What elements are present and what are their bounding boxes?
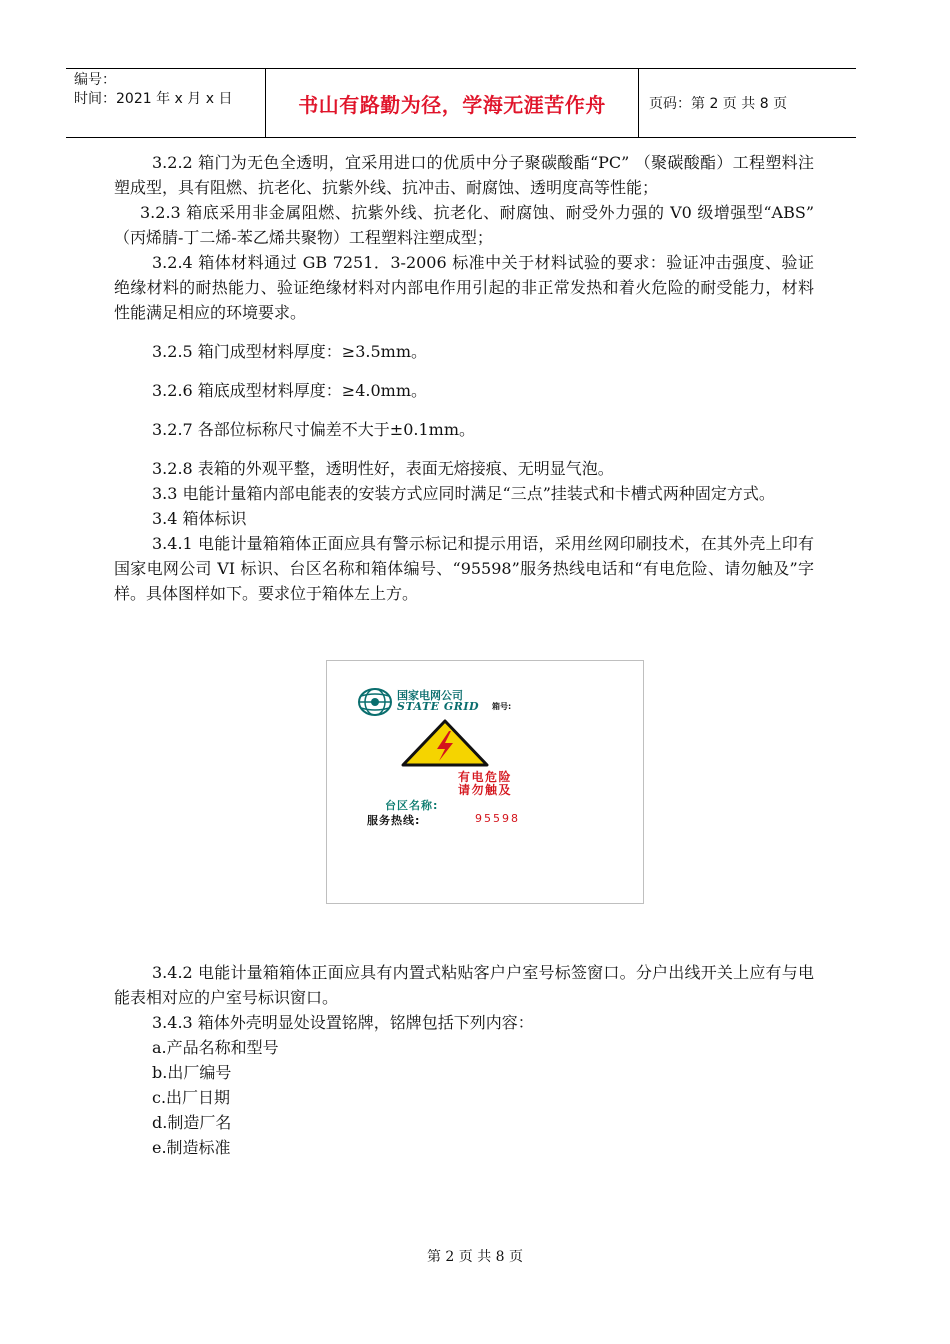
warning-sign-image — [326, 660, 644, 904]
document-body-continued — [114, 960, 814, 1160]
paragraph-3-4-3: 3.4.3 箱体外壳明显处设置铭牌，铭牌包括下列内容： — [152, 1013, 534, 1032]
paragraph-3-4: 3.4 箱体标识 — [152, 509, 247, 528]
paragraph-3-2-2: 3.2.2 箱门为无色全透明，宜采用进口的优质中分子聚碳酸酯“PC” （聚碳酸酯）工程塑料注塑成型，具有阻燃、抗老化、抗紫外线、抗冲击、耐腐蚀、透明度高等性能； — [114, 153, 814, 197]
paragraph-3-4-2: 3.4.2 电能计量箱箱体正面应具有内置式粘贴客户户室号标签窗口。分户出线开关上应有与电能表相对应的户室号标识窗口。 — [114, 963, 814, 1007]
company-name-en: STATE GRID — [397, 700, 480, 713]
danger-text-line2: 请勿触及 — [457, 783, 512, 797]
paragraph-3-2-3: 3.2.3 箱底采用非金属阻燃、抗紫外线、抗老化、耐腐蚀、耐受外力强的 V0 级增强型“ABS” （丙烯腈-丁二烯-苯乙烯共聚物）工程塑料注塑成型； — [114, 203, 814, 247]
hotline-label: 服务热线: — [367, 814, 421, 827]
paragraph-3-2-7: 3.2.7 各部位标称尺寸偏差不大于±0.1mm。 — [152, 420, 475, 439]
list-item: a.产品名称和型号 — [152, 1038, 279, 1057]
paragraph-3-4-1: 3.4.1 电能计量箱箱体正面应具有警示标记和提示用语，采用丝网印刷技术，在其外壳上印有国家电网公司 VI 标识、台区名称和箱体编号、“95598”服务热线电话和“有电危险、请勿触及”字样。具体图样如下。要求位于箱体左上方。 — [114, 534, 814, 603]
header-page-number: 页码：第 2 页 共 8 页 — [649, 96, 788, 112]
paragraph-3-2-8: 3.2.8 表箱的外观平整，透明性好，表面无熔接痕、无明显气泡。 — [152, 459, 614, 478]
paragraph-3-2-5: 3.2.5 箱门成型材料厚度：≥3.5mm。 — [152, 342, 427, 361]
danger-text-line1: 有电危险 — [457, 770, 512, 784]
header-meta — [66, 69, 266, 137]
company-name-cn: 国家电网公司 — [397, 689, 463, 702]
list-item: e.制造标准 — [152, 1138, 231, 1157]
list-item: b.出厂编号 — [152, 1063, 232, 1082]
high-voltage-warning-icon — [399, 719, 491, 767]
state-grid-logo-icon — [357, 687, 393, 717]
document-body — [114, 150, 814, 606]
area-name-label: 台区名称: — [385, 799, 439, 812]
header-motto: 书山有路勤为径，学海无涯苦作舟 — [266, 69, 639, 137]
time-label: 时间：2021 年 x 月 x 日 — [74, 91, 233, 107]
list-item: c.出厂日期 — [152, 1088, 231, 1107]
number-label: 编号： — [74, 72, 116, 88]
page-footer: 第 2 页 共 8 页 — [426, 1249, 524, 1265]
paragraph-3-3: 3.3 电能计量箱内部电能表的安装方式应同时满足“三点”挂装式和卡槽式两种固定方式。 — [152, 484, 775, 503]
box-number-label: 箱号: — [492, 702, 512, 711]
paragraph-3-2-6: 3.2.6 箱底成型材料厚度：≥4.0mm。 — [152, 381, 427, 400]
list-item: d.制造厂名 — [152, 1113, 232, 1132]
page-header — [66, 68, 856, 138]
paragraph-3-2-4: 3.2.4 箱体材料通过 GB 7251．3-2006 标准中关于材料试验的要求：验证冲击强度、验证绝缘材料的耐热能力、验证绝缘材料对内部电作用引起的非正常发热和着火危险的耐受能力，材料性能满足相应的环境要求。 — [114, 253, 814, 322]
hotline-number: 95598 — [475, 812, 520, 825]
